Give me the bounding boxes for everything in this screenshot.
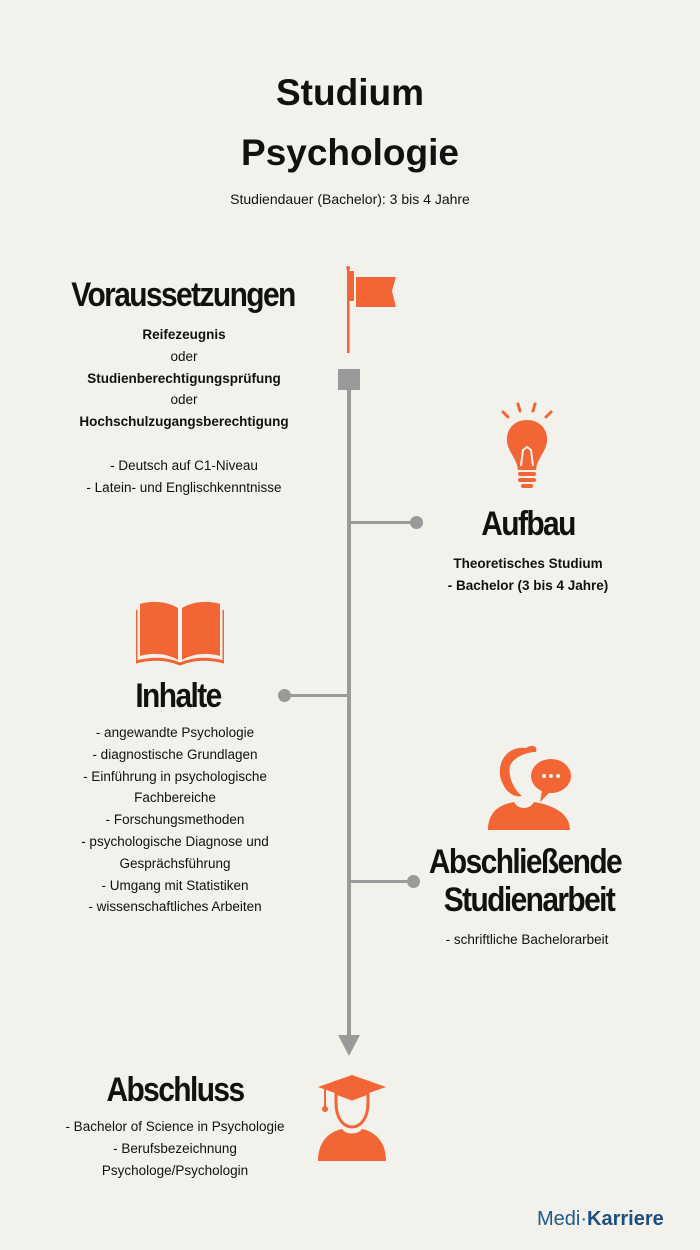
timeline-arrow-icon	[338, 1035, 360, 1057]
text-line: - diagnostische Grundlagen	[92, 746, 258, 762]
text-line: - schriftliche Bachelorarbeit	[445, 932, 609, 947]
person-speech-icon	[484, 744, 574, 830]
aufbau-text	[448, 553, 609, 597]
timeline-line	[347, 385, 351, 1040]
voraussetzungen-text	[79, 324, 288, 498]
lightbulb-icon	[497, 400, 557, 492]
text-line: Theoretisches Studium	[453, 556, 603, 571]
text-line: - wissenschaftliches Arbeiten	[88, 899, 262, 915]
graduate-icon	[316, 1073, 388, 1161]
text-line: oder	[170, 392, 198, 408]
branch-dot-studienarbeit	[407, 875, 420, 888]
branch-studienarbeit	[349, 880, 413, 883]
text-line: - Einführung in psychologische	[83, 768, 267, 784]
text-line: Psychologe/Psychologin	[101, 1162, 249, 1178]
text-line: - Berufsbezeichnung	[113, 1140, 237, 1156]
logo-part1: Medi	[537, 1208, 581, 1230]
spacer	[79, 433, 288, 455]
text-line: - Bachelor (3 bis 4 Jahre)	[447, 577, 609, 593]
text-line: - Umgang mit Statistiken	[101, 877, 249, 893]
subtitle: Studiendauer (Bachelor): 3 bis 4 Jahre	[230, 191, 470, 207]
logo-separator: ·	[580, 1208, 588, 1230]
text-line: oder	[170, 348, 198, 364]
text-line: - psychologische Diagnose und	[81, 833, 269, 849]
text-line: - Forschungsmethoden	[105, 812, 245, 828]
text-line: Studienberechtigungsprüfung	[87, 370, 281, 386]
title-line-1: Studium	[276, 72, 424, 113]
abschluss-text	[65, 1116, 284, 1181]
book-icon	[136, 600, 224, 666]
heading-studienarbeit-line2: Studienarbeit	[443, 881, 615, 919]
heading-abschluss: Abschluss	[106, 1071, 244, 1109]
heading-inhalte: Inhalte	[135, 677, 221, 715]
branch-inhalte	[285, 694, 349, 697]
timeline-start-square	[338, 369, 360, 390]
heading-aufbau: Aufbau	[481, 505, 575, 543]
inhalte-text	[81, 722, 269, 918]
medi-karriere-logo	[537, 1208, 664, 1231]
text-line: Reifezeugnis	[142, 327, 226, 342]
text-line: Fachbereiche	[134, 790, 216, 806]
text-line: - Bachelor of Science in Psychologie	[65, 1119, 285, 1134]
logo-part2: Karriere	[587, 1208, 664, 1230]
text-line: - Deutsch auf C1-Niveau	[110, 457, 258, 473]
branch-aufbau	[349, 521, 417, 524]
studienarbeit-text	[446, 929, 609, 951]
text-line: - angewandte Psychologie	[95, 725, 255, 740]
text-line: - Latein- und Englischkenntnisse	[86, 479, 282, 495]
heading-studienarbeit-line1: Abschließende	[428, 843, 622, 881]
branch-dot-inhalte	[278, 689, 291, 702]
heading-voraussetzungen: Voraussetzungen	[71, 276, 295, 314]
title-line-2: Psychologie	[241, 132, 459, 173]
branch-dot-aufbau	[410, 516, 423, 529]
text-line: Gesprächsführung	[119, 855, 231, 871]
flag-icon	[344, 265, 400, 355]
text-line: Hochschulzugangsberechtigung	[79, 414, 289, 430]
